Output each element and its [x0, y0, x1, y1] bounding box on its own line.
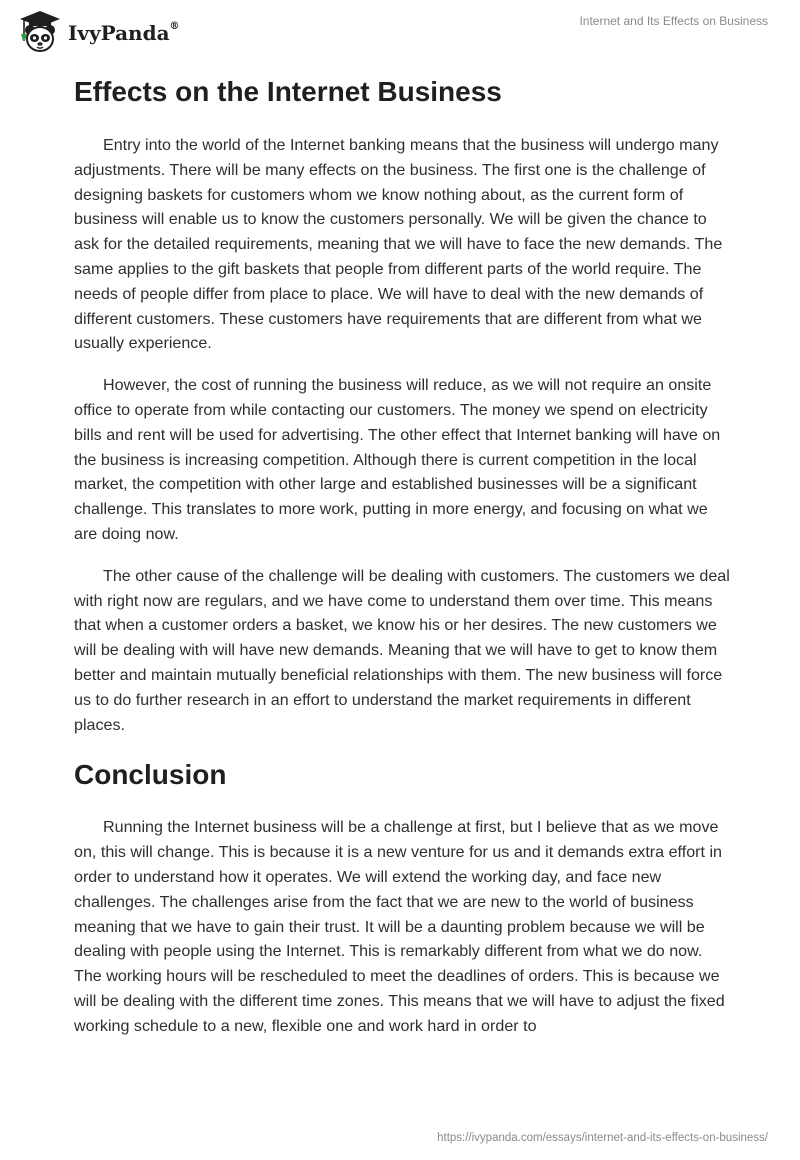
paragraph: Running the Internet business will be a challenge at first, but I believe that as we move on, this will change. This is because it is a new venture for us and it demands extra effort in order to understand how it operates. We will extend the working day, and face new challenges. The challenges arise from the fact that we are new to the world of business meaning that we have to gain their trust. It will be a daunting problem because we will be dealing with people using the Internet. This is remarkably different from what we do now. The working hours will be rescheduled to meet the deadlines of orders. This is because we will be dealing with the different time zones. This means that we will have to adjust the fixed working schedule to a new, flexible one and work hard in order to: [74, 818, 725, 1035]
source-url[interactable]: https://ivypanda.com/essays/internet-and-its-effects-on-business/: [437, 1132, 768, 1144]
page-header: [0, 0, 800, 60]
brand-name: [68, 21, 180, 45]
brand-text: IvyPanda: [68, 21, 170, 45]
panda-graduate-icon: [16, 8, 64, 54]
paragraph: The other cause of the challenge will be dealing with customers. The customers we deal with right now are regulars, and we have come to understand them over time. This means that when a customer orders a basket, we know his or her desires. The new customers we will be dealing with will have new demands. Meaning that we will have to get to know them better and maintain mutually beneficial relationships with them. The new business will force us to do further research in an effort to understand the market requirements in different places.: [74, 566, 730, 734]
registered-mark: ®: [169, 21, 180, 33]
section-heading-effects: Effects on the Internet Business: [74, 76, 502, 107]
paragraph: However, the cost of running the business will reduce, as we will not require an onsite office to operate from while contacting our customers. The money we spend on electricity bills and rent will be used for advertising. The other effect that Internet banking will have on the business is increasing competition. Although there is current competition in the local market, the competition with other large and established businesses will be a significant challenge. This translates to more work, putting in more energy, and focusing on what we are doing now.: [74, 376, 721, 543]
paragraph: Entry into the world of the Internet banking means that the business will undergo many adjustments. There will be many effects on the business. The first one is the challenge of designing baskets for customers whom we know nothing about, as the current form of business will enable us to know the customers personally. We will be given the chance to ask for the detailed requirements, meaning that we will have to face the new demands. The same applies to the gift baskets that people from different parts of the world require. The needs of people differ from place to place. We will have to deal with the new demands of different customers. These customers have requirements that are different from what we usually experience.: [74, 136, 723, 353]
section-heading-conclusion: Conclusion: [74, 759, 227, 791]
ivypanda-logo[interactable]: [16, 8, 196, 54]
essay-content: [74, 72, 734, 1039]
document-title: Internet and Its Effects on Business: [579, 14, 768, 28]
